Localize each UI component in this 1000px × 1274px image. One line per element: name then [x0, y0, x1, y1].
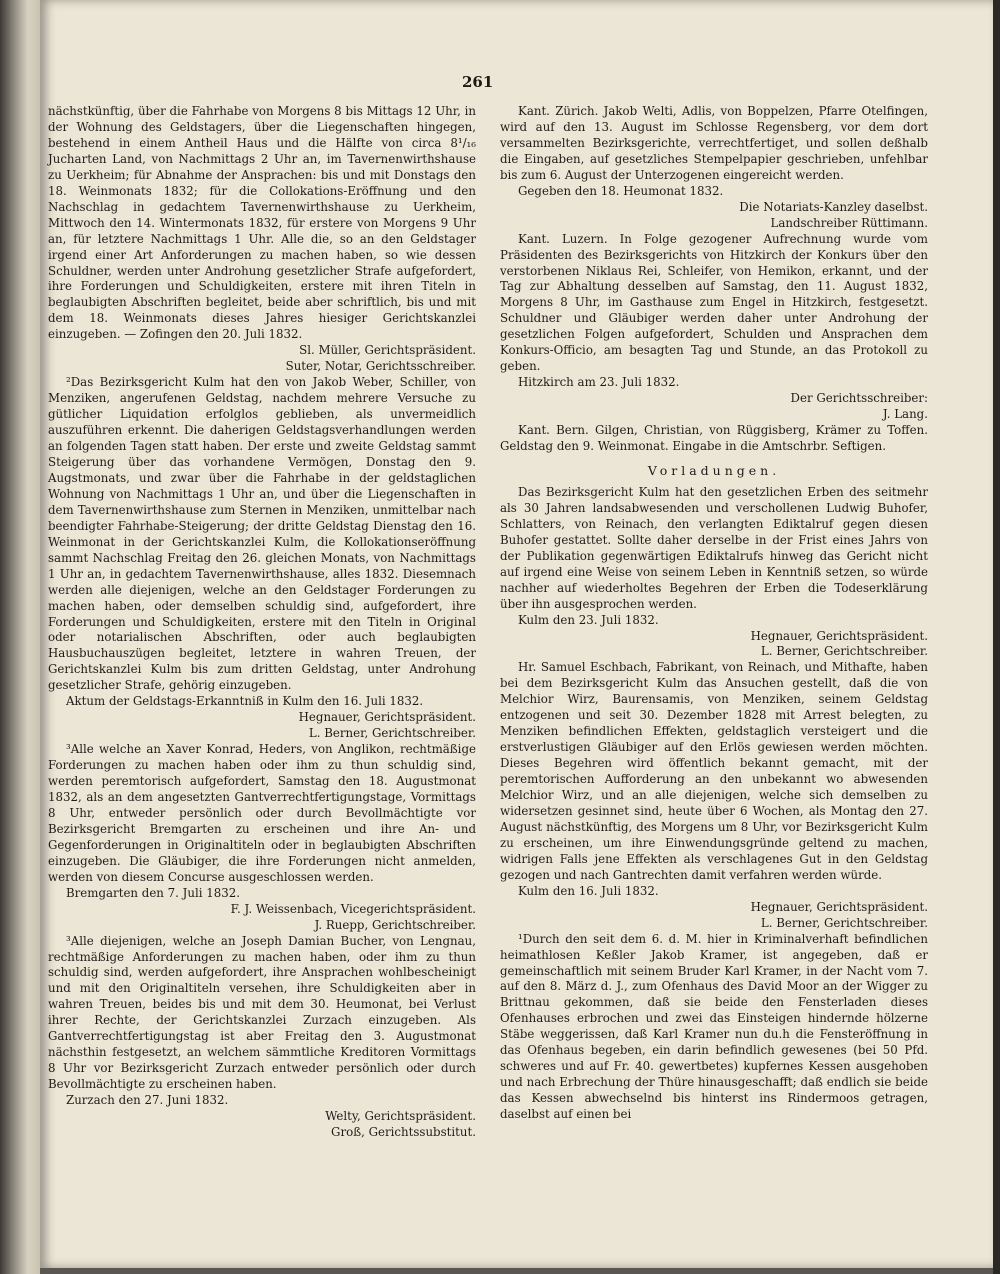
paragraph: Kulm den 23. Juli 1832. — [518, 612, 659, 627]
signature-line: F. J. Weissenbach, Vicegerichtspräsident. — [230, 901, 476, 916]
signature-line: Der Gerichtsschreiber: — [790, 391, 928, 406]
paragraph: Kant. Luzern. In Folge gezogener Aufrechnung wurde vom Präsidenten des Bezirksgerichts von Hitzkirch der Konkurs über den verstorbenen Niklaus Rei, Schleifer, von Hemikon, erkannt, und der Tag zur Abhaltung desselben auf Samstag, den 11. August 1832, Morgens 8 Uhr, im Gasthause zum Engel in Hitzkirch, festgesetzt. Schuldner und Gläubiger werden daher unter Androhung der gesetzlichen Folgen aufgefordert, Schulden und Ansprachen dem Konkurs-Officio, am besagten Tag und Stunde, an das Protokoll zu geben. — [500, 231, 928, 374]
paragraph: Das Bezirksgericht Kulm hat den gesetzlichen Erben des seitmehr als 30 Jahren landsabwesenden und verschollenen Ludwig Buhofer, Schlatters, von Reinach, den verlangten Ediktalruf gegen diesen Buhofer gestattet. Sollte daher derselbe in der Frist eines Jahrs von der Publikation gegenwärtigen Ediktalrufs hinweg das Gericht nicht auf irgend eine Weise von seinem Leben in Kenntniß setzen, so würde nachher auf wiederholtes Begehren der Erben die Todeserklärung über ihn ausgesprochen werden. — [500, 484, 928, 611]
paragraph: ¹Durch den seit dem 6. d. M. hier in Kriminalverhaft befindlichen heimathlosen Keßler Jakob Kramer, ist angegeben, daß er gemeinschaftlich mit seinem Bruder Karl Kramer, in der Nacht vom 7. auf den 8. März d. J., zum Ofenhaus des David Moor an der Wigger zu Brittnau gekommen, daß sie beide den Fensterladen dieses Ofenhauses erbrochen und zwei das Einsteigen hindernde hölzerne Stäbe weggerissen, daß Karl Kramer nun du.h die Fensteröffnung in das Ofenhaus begeben, ein darin befindlich gewesenes (bei 50 Pfd. schweres und auf Fr. 40. gewertbetes) kupfernes Kessen ausgehoben und nach Erbrechung der Thüre hinausgeschafft; daß endlich sie beide das Kessen abwechselnd bis hinterst ins Rindermoos getragen, daselbst auf einen bei — [500, 931, 928, 1122]
signature-line: L. Berner, Gerichtschreiber. — [760, 644, 928, 659]
signature-line: J. Ruepp, Gerichtschreiber. — [314, 917, 476, 932]
signature-line: Welty, Gerichtspräsident. — [325, 1109, 476, 1124]
signature-line: Suter, Notar, Gerichtsschreiber. — [285, 359, 476, 374]
paragraph: Kant. Bern. Gilgen, Christian, von Rüggisberg, Krämer zu Toffen. Geldstag den 9. Weinmonat. Eingabe in die Amtschrbr. Seftigen. — [500, 423, 928, 454]
signature-line: Hegnauer, Gerichtspräsident. — [750, 899, 928, 914]
paragraph: Gegeben den 18. Heumonat 1832. — [518, 183, 724, 198]
section-heading: Vorladungen. — [647, 462, 781, 478]
paragraph: ³Alle diejenigen, welche an Joseph Damian Bucher, von Lengnau, rechtmäßige Anforderungen zu machen haben, oder ihm zu thun schuldig sind, werden aufgefordert, ihre Ansprachen wohlbescheinigt und mit den Originaltiteln versehen, ihre Schuldigkeiten aber in wahren Treuen, beides bis und mit dem 30. Heumonat, bei Verlust ihrer Rechte, der Gerichtskanzlei Zurzach einzugeben. Als Gantverrechtfertigungstag ist aber Freitag den 3. Augustmonat nächsthin festgesetzt, an welchem sämmtliche Kreditoren Vormittags 8 Uhr vor Bezirksgericht Zurzach entweder persönlich oder durch Bevollmächtigte zu erscheinen haben. — [48, 933, 476, 1092]
paragraph: Kant. Zürich. Jakob Welti, Adlis, von Boppelzen, Pfarre Otelfingen, wird auf den 13. August im Schlosse Regensberg, vor dem dort versammelten Bezirksgerichte, verrechtfertiget, und sollen deßhalb die Eingaben, auf gesetzliches Stempelpapier geschrieben, unfehlbar bis zum 6. August der Unterzogenen eingereicht werden. — [500, 104, 928, 182]
right-column — [500, 104, 928, 1123]
signature-line: Hegnauer, Gerichtspräsident. — [750, 628, 928, 643]
page-number: 261 — [462, 73, 494, 91]
signature-line: J. Lang. — [882, 407, 928, 422]
paragraph: Hitzkirch am 23. Juli 1832. — [518, 375, 680, 390]
signature-line: Sl. Müller, Gerichtspräsident. — [299, 343, 476, 358]
paragraph: Aktum der Geldstags-Erkanntniß in Kulm den 16. Juli 1832. — [66, 694, 424, 709]
signature-line: L. Berner, Gerichtschreiber. — [308, 726, 476, 741]
paragraph: Kulm den 16. Juli 1832. — [518, 883, 659, 898]
signature-line: Hegnauer, Gerichtspräsident. — [298, 710, 476, 725]
paragraph: Zurzach den 27. Juni 1832. — [66, 1093, 229, 1108]
paragraph: Bremgarten den 7. Juli 1832. — [66, 885, 241, 900]
signature-line: Groß, Gerichtssubstitut. — [331, 1125, 476, 1139]
paragraph: Hr. Samuel Eschbach, Fabrikant, von Reinach, und Mithafte, haben bei dem Bezirksgericht Kulm das Ansuchen gestellt, daß die von Melchior Wirz, Baurensamis, von Menziken, seinem Geldstag entzogenen und seit 30. Dezember 1828 mit Arrest belegten, zu Menziken befindlichen Effekten, geldstaglich versteigert und die erstverlustigen Gläubiger auf den Erlös gewiesen werden möchten. Dieses Begehren wird öffentlich bekannt gemacht, mit der peremtorischen Aufforderung an den unbekannt wo abwesenden Melchior Wirz, und an alle diejenigen, welche sich demselben zu widersetzen gesinnet sind, heute über 6 Wochen, als Montag den 27. August nächstkünftig, des Morgens um 8 Uhr, vor Bezirksgericht Kulm zu erscheinen, um ihre Einwendungsgründe geltend zu machen, widrigen Falls jene Effekten als verschlagenes Gut in den Geldstag gezogen und nach Gantrechten damit verfahren werden würde. — [500, 660, 928, 882]
book-spine — [0, 0, 40, 1274]
left-column — [48, 104, 476, 1141]
signature-line: L. Berner, Gerichtschreiber. — [760, 915, 928, 930]
paragraph: ²Das Bezirksgericht Kulm hat den von Jakob Weber, Schiller, von Menziken, angerufenen Geldstag, nachdem mehrere Versuche zu gütlicher Liquidation erfolglos geblieben, als unvermeidlich auszuführen erkennt. Die daherigen Geldstagsverhandlungen werden an folgenden Tagen statt haben. Der erste und zweite Geldstag sammt Steigerung über das vorhandene Vermögen, Donstag den 9. Augstmonats, und zwar über die Fahrhabe in der geldstaglichen Wohnung von Nachmittags 1 Uhr an, und über die Liegenschaften in dem Tavernenwirthshause zum Sternen in Menziken, unmittelbar nach beendigter Fahrhabe-Steigerung; der dritte Geldstag Dienstag den 16. Weinmonat in der Gerichtskanzlei Kulm, die Kollokationseröffnung sammt Nachschlag Freitag den 26. gleichen Monats, von Nachmittags 1 Uhr an, in gedachtem Tavernenwirthshause, alles 1832. Diesemnach werden alle diejenigen, welche an den Geldstager Forderungen zu machen haben, oder demselben schuldig sind, aufgefordert, ihre Forderungen und Schuldigkeiten, erstere mit den Titeln in Original oder notarialischen Abschriften, oder auch beglaubigten Hausbuchauszügen begleitet, letztere in wahren Treuen, der Gerichtskanzlei Kulm bis zum dritten Geldstag, unter Androhung gesetzlicher Strafe, gehörig einzugeben. — [48, 375, 476, 693]
paragraph: ³Alle welche an Xaver Konrad, Heders, von Anglikon, rechtmäßige Forderungen zu machen haben oder ihm zu thun schuldig sind, werden peremtorisch aufgefordert, Samstag den 18. Augustmonat 1832, als an dem angesetzten Gantverrechtfertigungstage, Vormittags 8 Uhr, entweder persönlich oder durch Bevollmächtigte vor Bezirksgericht Bremgarten zu erscheinen und ihre An- und Gegenforderungen in Originaltiteln oder in beglaubigten Abschriften einzugeben. Die Gläubiger, die ihre Forderungen nicht anmelden, werden von diesem Concurse ausgeschlossen werden. — [48, 742, 476, 884]
signature-line: Landschreiber Rüttimann. — [770, 215, 928, 230]
signature-line: Die Notariats-Kanzley daselbst. — [739, 199, 928, 214]
paragraph: nächstkünftig, über die Fahrhabe von Morgens 8 bis Mittags 12 Uhr, in der Wohnung des Geldstagers, über die Liegenschaften hingegen, bestehend in einem Antheil Haus und die Hälfte von circa 8¹/₁₆ Jucharten Land, von Nachmittags 2 Uhr an, im Tavernenwirthshause zu Uerkheim; für Abnahme der Ansprachen: bis und mit Donstags den 18. Weinmonats 1832; für die Collokations-Eröffnung und den Nachschlag in gedachtem Tavernenwirthshause zu Uerkheim, Mittwoch den 14. Wintermonats 1832, für erstere von Morgens 9 Uhr an, für letztere Nachmittags 1 Uhr. Alle die, so an den Geldstager irgend einer Art Anforderungen zu machen haben, so wie dessen Schuldner, werden unter Androhung gesetzlicher Strafe aufgefordert, ihre Forderungen und Schuldigkeiten, erstere mit ihren Titeln in beglaubigten Abschriften begleitet, beide aber schriftlich, bis und mit dem 18. Weinmonats dieses Jahres hiesiger Gerichtskanzlei einzugeben. — Zofingen den 20. Juli 1832. — [48, 104, 476, 342]
scan-edge — [993, 0, 1000, 1274]
